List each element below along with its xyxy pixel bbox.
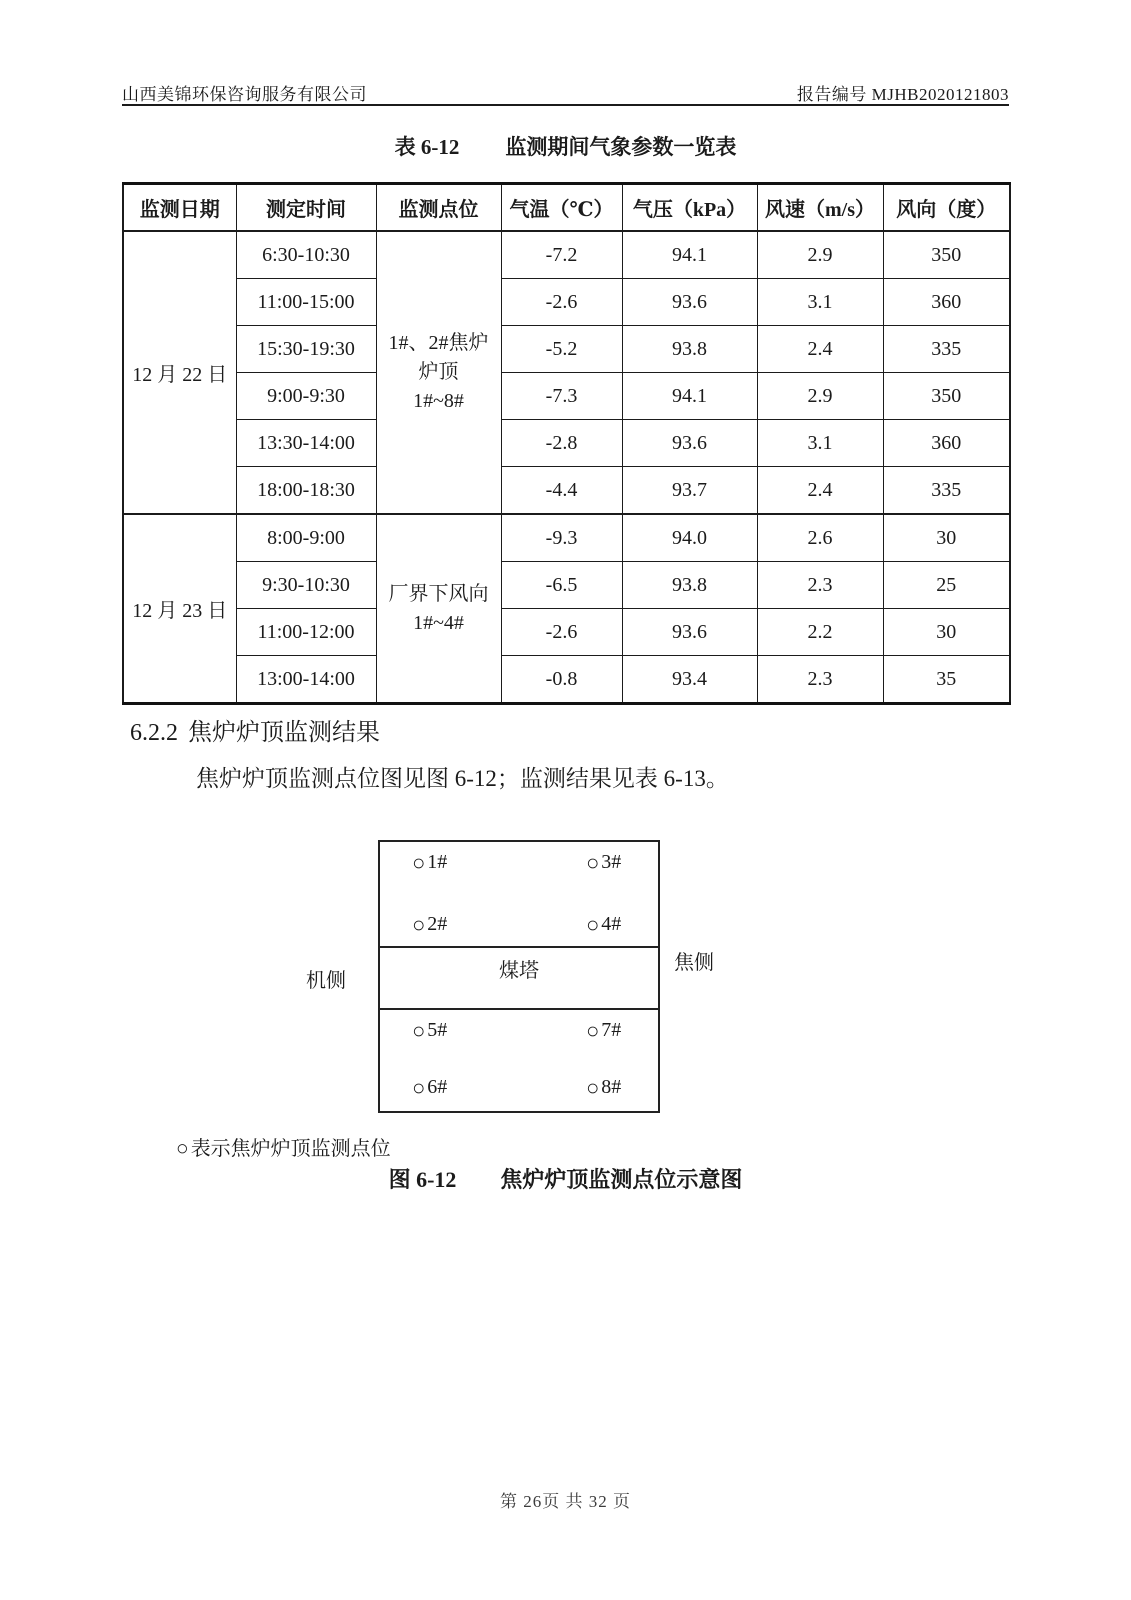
point-marker-icon: ○ bbox=[412, 1017, 426, 1043]
diagram-legend bbox=[176, 1132, 391, 1161]
monitor-point bbox=[412, 1019, 586, 1042]
section-title: 焦炉炉顶监测结果 bbox=[188, 720, 380, 746]
point-label: 1# bbox=[427, 851, 448, 873]
wind-speed-cell: 2.3 bbox=[757, 562, 883, 609]
figure-caption-text: 焦炉炉顶监测点位示意图 bbox=[500, 1167, 743, 1192]
figure-caption-label: 图 6-12 bbox=[388, 1167, 457, 1192]
wind-direction-cell: 30 bbox=[883, 609, 1010, 656]
wind-speed-cell: 2.2 bbox=[757, 609, 883, 656]
monitor-point bbox=[412, 913, 586, 936]
location-line: 炉顶 bbox=[418, 361, 459, 383]
pressure-cell: 94.0 bbox=[622, 514, 757, 562]
wind-speed-cell: 2.3 bbox=[757, 656, 883, 704]
monitoring-points-diagram bbox=[122, 840, 1009, 1115]
location-line: 厂界下风向 bbox=[388, 582, 489, 605]
time-cell: 9:30-10:30 bbox=[236, 562, 376, 609]
weather-table-body bbox=[123, 231, 1010, 704]
temperature-cell: -0.8 bbox=[501, 656, 622, 704]
header-divider bbox=[122, 104, 1009, 106]
location-cell bbox=[376, 231, 501, 514]
legend-marker-icon: ○ bbox=[176, 1136, 189, 1160]
wind-speed-cell: 2.6 bbox=[757, 514, 883, 562]
monitor-point bbox=[586, 851, 658, 874]
point-row bbox=[380, 851, 658, 874]
weather-parameters-table bbox=[122, 182, 1011, 705]
section-number: 6.2.2 bbox=[130, 720, 178, 746]
coke-side-label: 焦侧 bbox=[674, 952, 714, 974]
temperature-cell: -2.6 bbox=[501, 279, 622, 326]
point-marker-icon: ○ bbox=[586, 911, 600, 937]
temperature-cell: -7.3 bbox=[501, 373, 622, 420]
monitor-point bbox=[412, 1076, 586, 1099]
time-cell: 15:30-19:30 bbox=[236, 326, 376, 373]
oven-top-section bbox=[380, 842, 658, 948]
point-marker-icon: ○ bbox=[586, 1074, 600, 1100]
temperature-cell: -4.4 bbox=[501, 467, 622, 515]
pressure-cell: 93.7 bbox=[622, 467, 757, 515]
wind-direction-cell: 35 bbox=[883, 656, 1010, 704]
point-row bbox=[380, 913, 658, 936]
col-header-time: 测定时间 bbox=[236, 184, 376, 232]
col-header-date: 监测日期 bbox=[123, 184, 236, 232]
point-label: 8# bbox=[601, 1076, 622, 1098]
point-label: 5# bbox=[427, 1019, 448, 1041]
wind-direction-cell: 335 bbox=[883, 467, 1010, 515]
time-cell: 11:00-15:00 bbox=[236, 279, 376, 326]
location-line: 1#~8# bbox=[413, 390, 464, 412]
time-cell: 11:00-12:00 bbox=[236, 609, 376, 656]
location-line: 1#~4# bbox=[413, 611, 464, 634]
wind-direction-cell: 360 bbox=[883, 279, 1010, 326]
col-header-location: 监测点位 bbox=[376, 184, 501, 232]
table-row bbox=[123, 231, 1010, 279]
temperature-cell: -9.3 bbox=[501, 514, 622, 562]
point-row bbox=[380, 1076, 658, 1099]
point-marker-icon: ○ bbox=[412, 849, 426, 875]
wind-direction-cell: 360 bbox=[883, 420, 1010, 467]
time-cell: 9:00-9:30 bbox=[236, 373, 376, 420]
date-cell: 12 月 23 日 bbox=[123, 514, 236, 704]
monitor-point bbox=[586, 1019, 658, 1042]
table-row bbox=[123, 279, 1010, 326]
col-header-pressure: 气压（kPa） bbox=[622, 184, 757, 232]
monitor-point bbox=[586, 913, 658, 936]
temperature-cell: -2.6 bbox=[501, 609, 622, 656]
report-number: 报告编号 MJHB2020121803 bbox=[796, 85, 1009, 104]
pressure-cell: 94.1 bbox=[622, 231, 757, 279]
wind-speed-cell: 3.1 bbox=[757, 279, 883, 326]
point-label: 4# bbox=[601, 913, 622, 935]
time-cell: 8:00-9:00 bbox=[236, 514, 376, 562]
table-caption-label: 表 6-12 bbox=[394, 135, 460, 159]
wind-direction-cell: 30 bbox=[883, 514, 1010, 562]
pressure-cell: 93.6 bbox=[622, 609, 757, 656]
pressure-cell: 93.6 bbox=[622, 279, 757, 326]
machine-side-label: 机侧 bbox=[306, 970, 346, 992]
table-row bbox=[123, 373, 1010, 420]
table-header-row bbox=[123, 184, 1010, 232]
coke-oven-box bbox=[378, 840, 660, 1113]
table-caption-text: 监测期间气象参数一览表 bbox=[505, 135, 737, 159]
pressure-cell: 93.8 bbox=[622, 326, 757, 373]
date-cell: 12 月 22 日 bbox=[123, 231, 236, 514]
wind-direction-cell: 350 bbox=[883, 231, 1010, 279]
time-cell: 13:30-14:00 bbox=[236, 420, 376, 467]
temperature-cell: -5.2 bbox=[501, 326, 622, 373]
coal-tower-section: 煤塔 bbox=[380, 948, 658, 1010]
wind-direction-cell: 25 bbox=[883, 562, 1010, 609]
wind-speed-cell: 2.9 bbox=[757, 373, 883, 420]
table-row bbox=[123, 656, 1010, 704]
point-marker-icon: ○ bbox=[412, 1074, 426, 1100]
location-line: 1#、2#焦炉 bbox=[388, 332, 489, 354]
point-marker-icon: ○ bbox=[412, 911, 426, 937]
temperature-cell: -2.8 bbox=[501, 420, 622, 467]
wind-speed-cell: 2.9 bbox=[757, 231, 883, 279]
point-label: 2# bbox=[427, 913, 448, 935]
document-header bbox=[122, 80, 1009, 105]
company-name: 山西美锦环保咨询服务有限公司 bbox=[122, 85, 367, 104]
point-label: 3# bbox=[601, 851, 622, 873]
monitor-point bbox=[586, 1076, 658, 1099]
table-row bbox=[123, 514, 1010, 562]
temperature-cell: -7.2 bbox=[501, 231, 622, 279]
wind-speed-cell: 2.4 bbox=[757, 326, 883, 373]
body-paragraph: 焦炉炉顶监测点位图见图 6-12；监测结果见表 6-13。 bbox=[196, 766, 729, 791]
col-header-wind-speed: 风速（m/s） bbox=[757, 184, 883, 232]
pressure-cell: 93.6 bbox=[622, 420, 757, 467]
point-label: 6# bbox=[427, 1076, 448, 1098]
section-heading bbox=[130, 712, 380, 747]
time-cell: 13:00-14:00 bbox=[236, 656, 376, 704]
wind-direction-cell: 335 bbox=[883, 326, 1010, 373]
legend-text: 表示焦炉炉顶监测点位 bbox=[190, 1138, 391, 1160]
wind-speed-cell: 2.4 bbox=[757, 467, 883, 515]
figure-caption bbox=[122, 1163, 1009, 1194]
time-cell: 6:30-10:30 bbox=[236, 231, 376, 279]
table-title bbox=[122, 131, 1009, 161]
point-row bbox=[380, 1019, 658, 1042]
col-header-wind-direction: 风向（度） bbox=[883, 184, 1010, 232]
table-row bbox=[123, 562, 1010, 609]
page-footer: 第 26页 共 32 页 bbox=[500, 1492, 631, 1511]
wind-speed-cell: 3.1 bbox=[757, 420, 883, 467]
wind-direction-cell: 350 bbox=[883, 373, 1010, 420]
pressure-cell: 93.4 bbox=[622, 656, 757, 704]
location-cell bbox=[376, 514, 501, 704]
table-row bbox=[123, 609, 1010, 656]
oven-bottom-section bbox=[380, 1010, 658, 1111]
table-row bbox=[123, 326, 1010, 373]
table-row bbox=[123, 467, 1010, 515]
pressure-cell: 93.8 bbox=[622, 562, 757, 609]
table-row bbox=[123, 420, 1010, 467]
point-label: 7# bbox=[601, 1019, 622, 1041]
time-cell: 18:00-18:30 bbox=[236, 467, 376, 515]
point-marker-icon: ○ bbox=[586, 1017, 600, 1043]
monitor-point bbox=[412, 851, 586, 874]
temperature-cell: -6.5 bbox=[501, 562, 622, 609]
col-header-temperature: 气温（℃） bbox=[501, 184, 622, 232]
point-marker-icon: ○ bbox=[586, 849, 600, 875]
pressure-cell: 94.1 bbox=[622, 373, 757, 420]
